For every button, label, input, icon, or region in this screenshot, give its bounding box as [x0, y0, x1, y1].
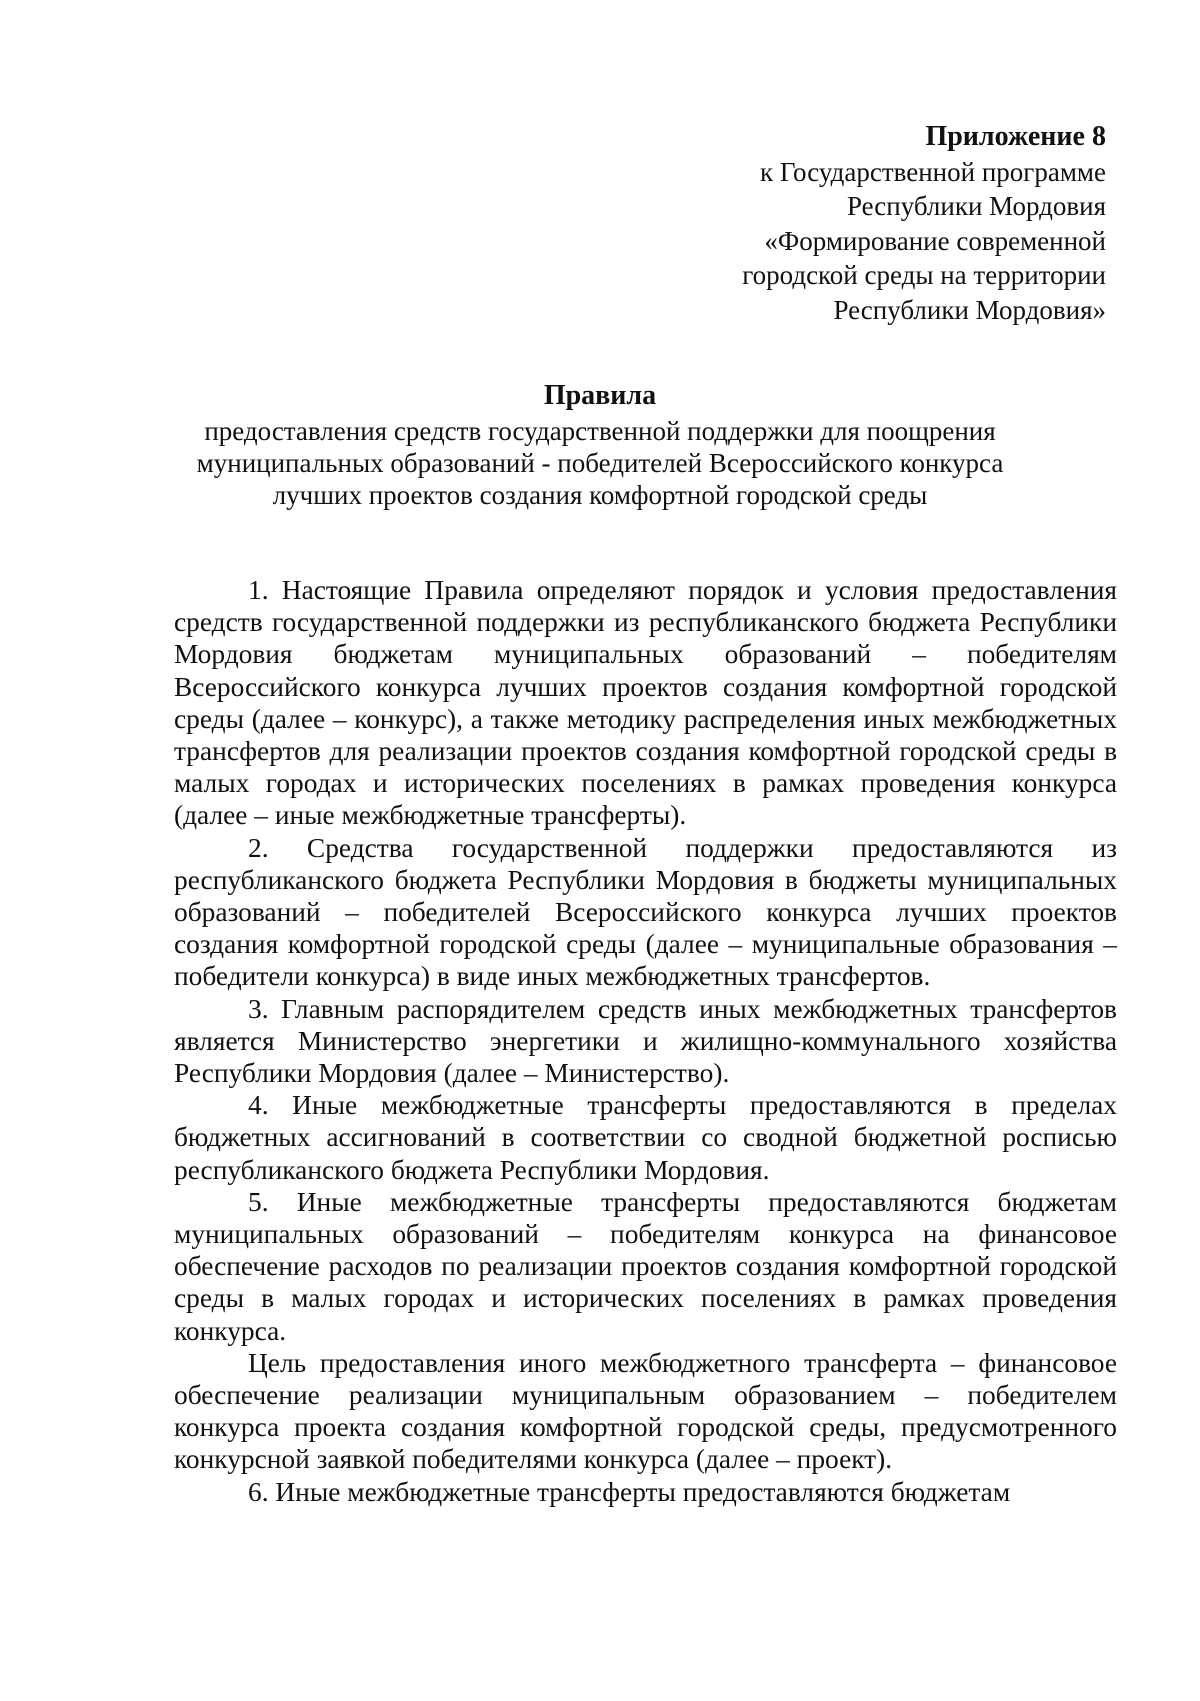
paragraph-1: 1. Настоящие Правила определяют порядок и условия предоставления средств государственной поддержки из республиканского бюджета Республики Мордовия бюджетам муниципальных образований – победителям Всероссийского конкурса лучших проектов создания комфортной городской среды (далее – конкурс), а также методику распределения иных межбюджетных трансфертов для реализации проектов создания комфортной городской среды в малых городах и исторических поселениях в рамках проведения конкурса (далее – иные межбюджетные трансферты).	[174, 575, 1117, 831]
rules-heading	[150, 380, 1050, 511]
paragraph-3: 3. Главным распорядителем средств иных межбюджетных трансфертов является Министерство энергетики и жилищно-коммунального хозяйства Республики Мордовия (далее – Министерство).	[174, 993, 1117, 1089]
rules-subtitle-line: предоставления средств государственной поддержки для поощрения	[204, 416, 996, 446]
appendix-line: к Государственной программе	[759, 156, 1106, 187]
appendix-line: «Формирование современной	[764, 225, 1106, 256]
paragraph-5: 5. Иные межбюджетные трансферты предоставляются бюджетам муниципальных образований – победителям конкурса на финансовое обеспечение расходов по реализации проектов создания комфортной городской среды в малых городах и исторических поселениях в рамках проведения конкурса.	[174, 1186, 1117, 1346]
document-body	[174, 574, 1117, 1508]
appendix-line: городской среды на территории	[742, 260, 1106, 290]
paragraph-4: 4. Иные межбюджетные трансферты предоставляются в пределах бюджетных ассигнований в соответствии со сводной бюджетной росписью республиканского бюджета Республики Мордовия.	[174, 1090, 1117, 1185]
rules-title: Правила	[543, 380, 657, 411]
paragraph-6: 6. Иные межбюджетные трансферты предоставляются бюджетам	[248, 1476, 1011, 1507]
appendix-header	[546, 120, 1106, 327]
rules-subtitle-line: лучших проектов создания комфортной городской среды	[272, 480, 928, 510]
appendix-line: Республики Мордовия	[846, 191, 1106, 221]
paragraph-2: 2. Средства государственной поддержки предоставляются из республиканского бюджета Республики Мордовия в бюджеты муниципальных образований – победителей Всероссийского конкурса лучших проектов создания комфортной городской среды (далее – муниципальные образования – победители конкурса) в виде иных межбюджетных трансфертов.	[174, 832, 1117, 992]
paragraph-5-purpose: Цель предоставления иного межбюджетного трансферта – финансовое обеспечение реализации муниципальным образованием – победителем конкурса проекта создания комфортной городской среды, предусмотренного конкурсной заявкой победителями конкурса (далее – проект).	[174, 1347, 1117, 1475]
rules-subtitle-line: муниципальных образований - победителей Всероссийского конкурса	[196, 448, 1004, 478]
appendix-title: Приложение 8	[925, 121, 1106, 152]
appendix-line: Республики Мордовия»	[833, 294, 1106, 325]
